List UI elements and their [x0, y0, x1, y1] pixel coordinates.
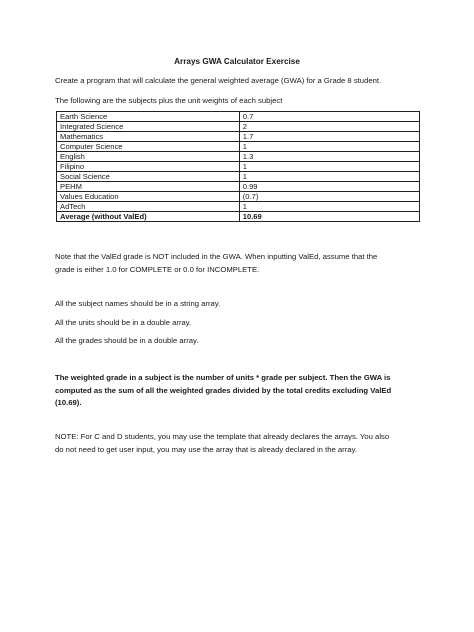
weight-cell: 2	[239, 122, 419, 132]
weight-cell: 0.7	[239, 112, 419, 122]
subject-cell: Filipino	[57, 162, 240, 172]
weight-cell: 1.7	[239, 132, 419, 142]
document-title: Arrays GWA Calculator Exercise	[174, 57, 300, 66]
average-label: Average (without ValEd)	[57, 212, 240, 222]
weight-cell: 0.99	[239, 182, 419, 192]
table-intro-paragraph: The following are the subjects plus the unit weights of each subject	[55, 96, 283, 105]
weight-cell: 1	[239, 202, 419, 212]
template-note-line: NOTE: For C and D students, you may use the template that already declares the arrays. You also	[55, 432, 390, 441]
table-row	[57, 142, 420, 152]
valed-note-line: Note that the ValEd grade is NOT included in the GWA. When inputting ValEd, assume that the	[55, 252, 378, 261]
table-row	[57, 112, 420, 122]
subject-cell: English	[57, 152, 240, 162]
weight-cell: 1	[239, 162, 419, 172]
template-note-paragraph	[55, 431, 425, 456]
unit-weights-table	[56, 111, 420, 222]
subject-cell: Mathematics	[57, 132, 240, 142]
weight-cell: (0.7)	[239, 192, 419, 202]
table-row	[57, 182, 420, 192]
table-row	[57, 152, 420, 162]
weight-cell: 1	[239, 172, 419, 182]
template-note-line: do not need to get user input, you may use the array that is already declared in the array.	[55, 444, 357, 454]
valed-note-paragraph	[55, 251, 425, 276]
computation-paragraph	[55, 372, 425, 410]
weight-cell: 1.3	[239, 152, 419, 162]
requirement-grades: All the grades should be in a double array.	[55, 336, 199, 345]
requirement-names: All the subject names should be in a string array.	[55, 299, 221, 308]
weight-cell: 1	[239, 142, 419, 152]
table-row	[57, 172, 420, 182]
computation-line: computed as the sum of all the weighted grades divided by the total credits excluding ValEd	[55, 385, 392, 395]
average-row	[57, 212, 420, 222]
table-row	[57, 162, 420, 172]
valed-note-line: grade is either 1.0 for COMPLETE or 0.0 for INCOMPLETE.	[55, 264, 260, 274]
subject-cell: PEHM	[57, 182, 240, 192]
computation-line: (10.69).	[55, 398, 82, 407]
subject-cell: Social Science	[57, 172, 240, 182]
requirement-units: All the units should be in a double array.	[55, 318, 192, 327]
subject-cell: Integrated Science	[57, 122, 240, 132]
average-value: 10.69	[239, 212, 419, 222]
subject-cell: Earth Science	[57, 112, 240, 122]
subject-cell: AdTech	[57, 202, 240, 212]
subject-cell: Values Education	[57, 192, 240, 202]
table-row	[57, 202, 420, 212]
computation-line: The weighted grade in a subject is the number of units * grade per subject. Then the GWA is	[55, 373, 391, 382]
intro-paragraph: Create a program that will calculate the general weighted average (GWA) for a Grade 8 student.	[55, 76, 382, 85]
table-row	[57, 192, 420, 202]
table-row	[57, 132, 420, 142]
table-row	[57, 122, 420, 132]
subject-cell: Computer Science	[57, 142, 240, 152]
